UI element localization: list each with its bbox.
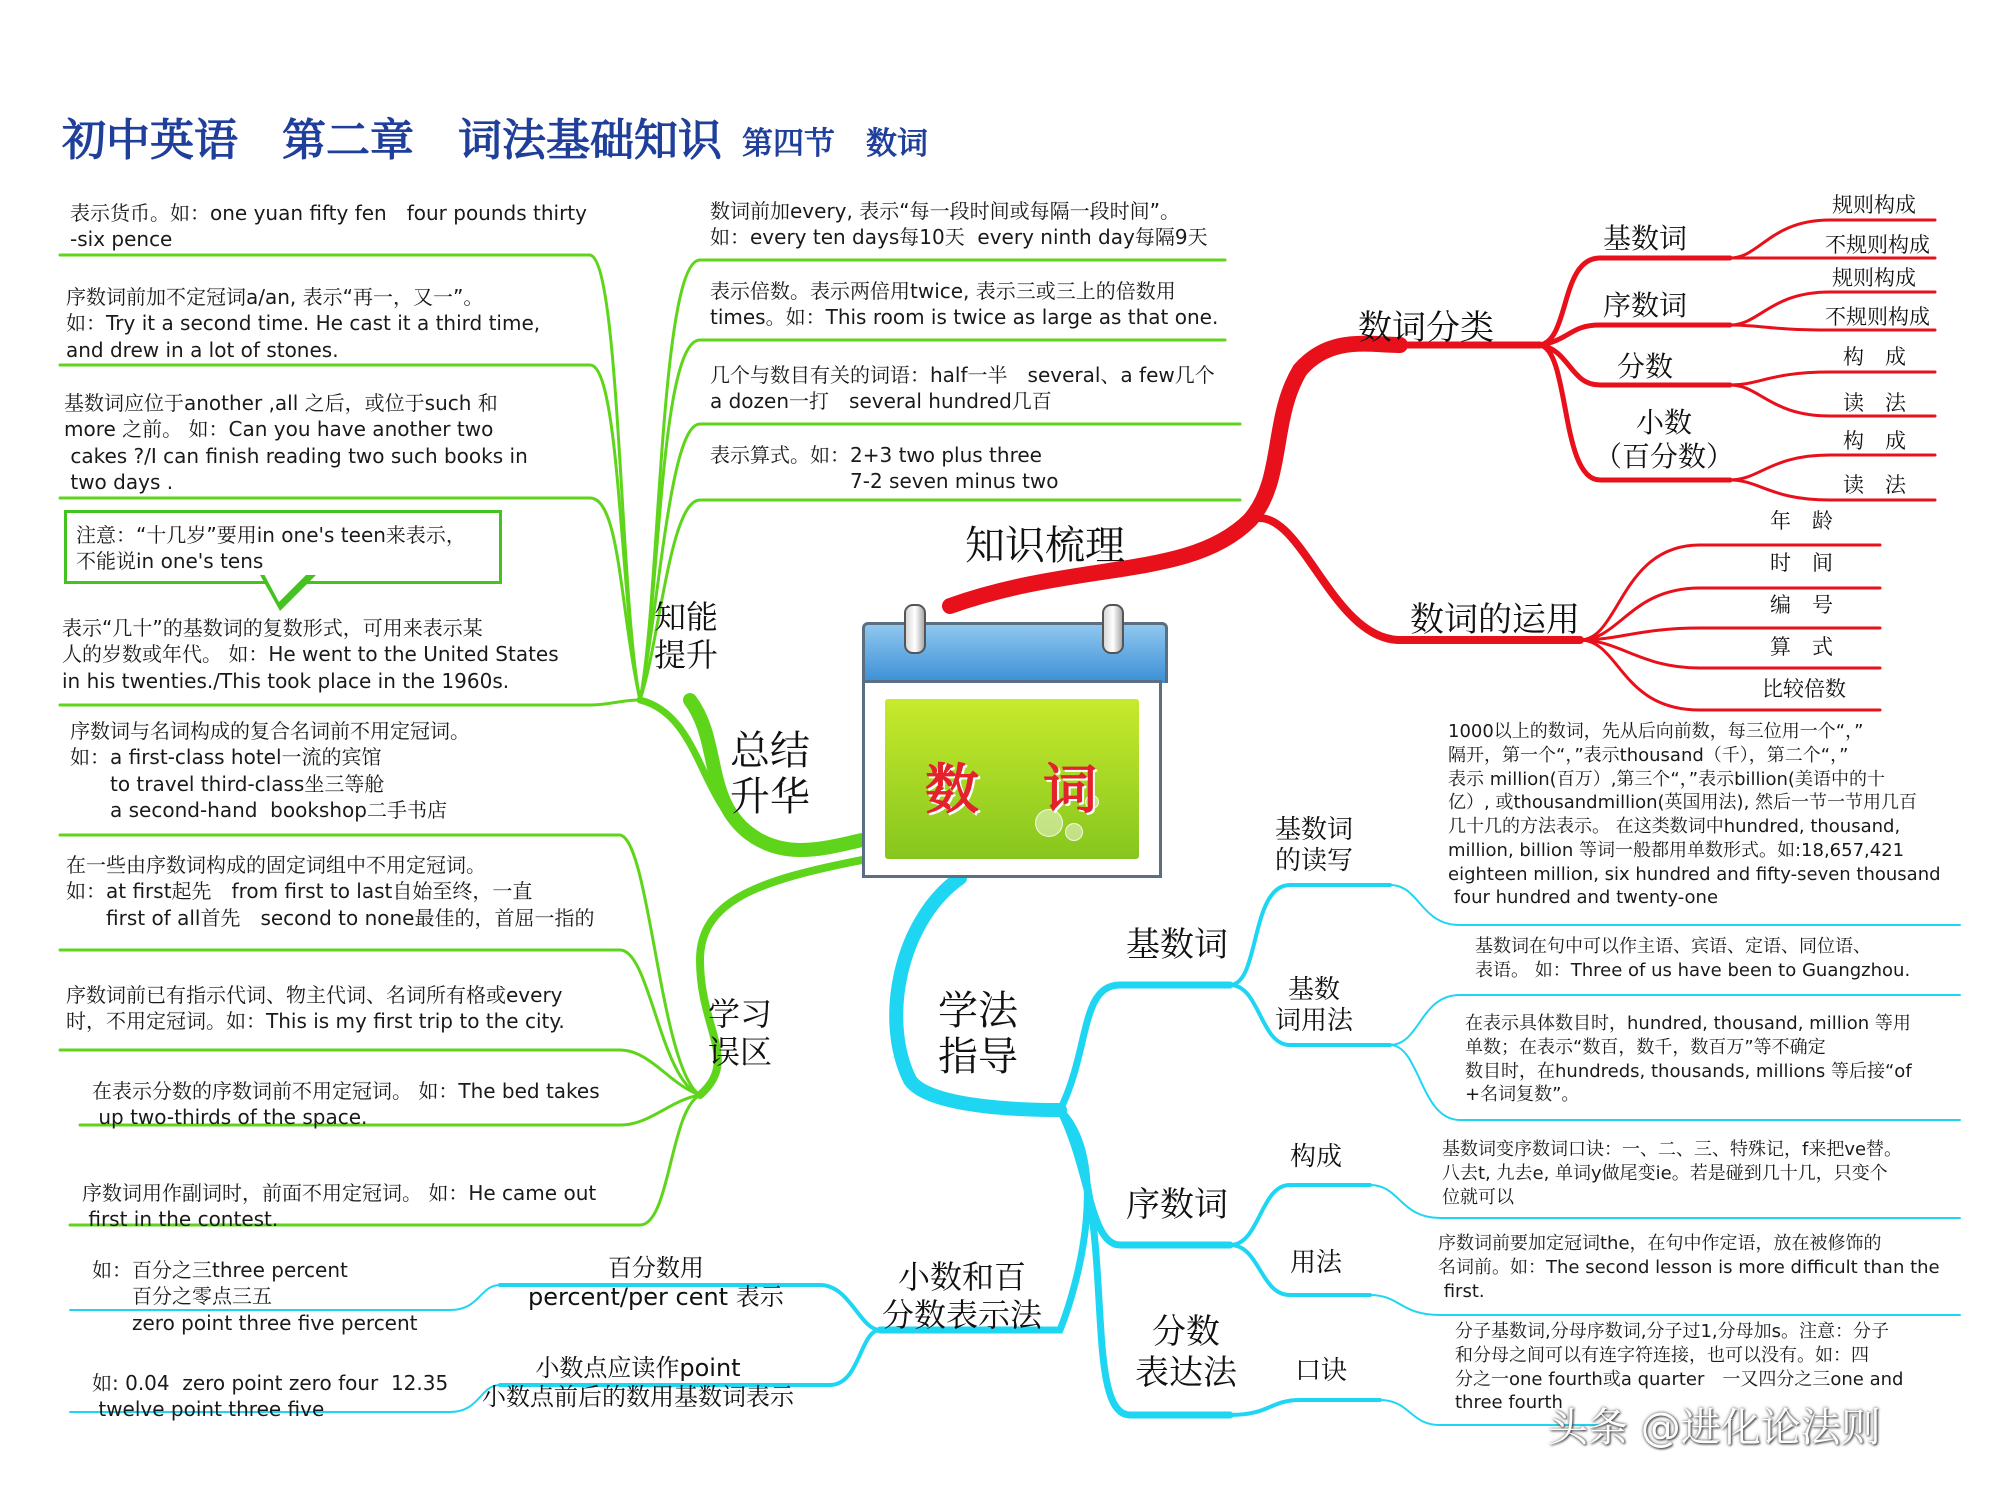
usage-item: 年 龄 bbox=[1770, 509, 1833, 533]
usage-item: 比较倍数 bbox=[1762, 677, 1846, 701]
red-fraction-sub1 bbox=[1730, 372, 1935, 385]
calendar-ring-right bbox=[1102, 604, 1124, 654]
ability-right-note: 几个与数目有关的词语：half一半 several、a few几个 a dozen一打 several hundred几百 bbox=[710, 363, 1215, 414]
guide-decimal-label: 小数和百 分数表示法 bbox=[882, 1258, 1043, 1335]
callout-text: 注意：“十几岁”要用in one's teen来表示， 不能说in one's tens bbox=[76, 523, 466, 574]
ordinal-class-item: 规则构成 bbox=[1832, 266, 1916, 290]
cardinal-reading-label: 基数词 的读写 bbox=[1275, 815, 1354, 877]
summary-branch-label: 总结 升华 bbox=[730, 728, 810, 820]
mistake-note: 在一些由序数词构成的固定词组中不用定冠词。 如：at first起先 from first to last自始至终，一直 first of all首先 second to none最佳的，首屈一指的 bbox=[66, 853, 595, 930]
guide-cardinal-label: 基数词 bbox=[1126, 925, 1228, 965]
ordinal-class-item: 不规则构成 bbox=[1825, 305, 1930, 329]
fraction-class-label: 分数 bbox=[1617, 350, 1674, 383]
cyan-ordinal-form bbox=[1230, 1185, 1370, 1245]
calendar-ring-left bbox=[904, 604, 926, 654]
mistake-note: 序数词前已有指示代词、物主代词、名词所有格或every 时，不用定冠词。如：This is my first trip to the city. bbox=[66, 983, 565, 1034]
fraction-rhyme-label: 口诀 bbox=[1295, 1356, 1348, 1386]
calendar-panel bbox=[885, 699, 1139, 859]
section-subtitle: 第四节 数词 bbox=[742, 126, 928, 162]
ability-label: 知能 提升 bbox=[654, 598, 719, 675]
cardinal-class-label: 基数词 bbox=[1603, 222, 1688, 255]
fraction-rhyme-note: 分子基数词,分母序数词,分子过1,分母加s。注意：分子 和分母之间可以有连字符连接，也可以没有。如：四 分之一one fourth或a quarter 一又四分之三one and three fourth bbox=[1455, 1321, 1904, 1414]
bubble-decoration bbox=[1065, 823, 1083, 841]
callout-tail-inner bbox=[264, 574, 307, 602]
cardinal-class-item: 不规则构成 bbox=[1825, 233, 1930, 257]
ability-right-note: 表示倍数。表示两倍用twice, 表示三或三上的倍数用 times。如：This room is twice as large as that one. bbox=[710, 279, 1219, 330]
cardinal-class-item: 规则构成 bbox=[1832, 193, 1916, 217]
cyan-cardinal-read bbox=[1230, 885, 1390, 985]
usage-label: 数词的运用 bbox=[1410, 600, 1580, 640]
classification-label: 数词分类 bbox=[1358, 308, 1494, 348]
cardinal-usage-label: 基数 词用法 bbox=[1275, 975, 1354, 1037]
center-word-2: 词 bbox=[1043, 758, 1097, 821]
mistakes-label: 学习 误区 bbox=[708, 995, 773, 1072]
point-label: 小数点应读作point 小数点前后的数用基数词表示 bbox=[482, 1354, 794, 1411]
ordinal-usage-label: 用法 bbox=[1290, 1248, 1343, 1278]
guide-ordinal-label: 序数词 bbox=[1126, 1185, 1228, 1225]
red-usage-sub3 bbox=[1580, 628, 1880, 640]
watermark: 头条 @进化论法则 bbox=[1548, 1405, 1881, 1451]
ability-left-note: 序数词前加不定冠词a/an, 表示“再一，又一”。 如：Try it a second time. He cast it a third time, and drew in a lot of stones. bbox=[66, 285, 541, 362]
ability-left-note: 基数词应位于another ,all 之后，或位于such 和 more 之前。 如：Can you have another two cakes ?/I can finish reading two such books in two days . bbox=[64, 391, 528, 495]
page-title: 初中英语 第二章 词法基础知识 bbox=[62, 115, 722, 166]
knowledge-branch-label: 知识梳理 bbox=[965, 523, 1125, 569]
cardinal-reading-note: 1000以上的数词，先从后向前数，每三位用一个“，” 隔开，第一个“，”表示thousand（千），第二个“，” 表示 million(百万）,第三个“，”表示billion(美语中的十 亿）, 或thousandmillion(英国用法), 然后一节一节用几百 几十几的方法表示。 在这类数词中hundred, thousand, million, billion 等词一般都用单数形式。如:18,657,421 eighteen million, six hundred and fifty-seven thousand four hundred and twenty-one bbox=[1448, 721, 1941, 909]
decimal-class-item: 读 法 bbox=[1843, 473, 1906, 497]
ordinal-formation-label: 构成 bbox=[1290, 1142, 1343, 1172]
mistake-note: 序数词用作副词时，前面不用定冠词。 如：He came out first in the contest. bbox=[82, 1181, 597, 1232]
usage-item: 算 式 bbox=[1770, 635, 1833, 659]
red-usage-sub2 bbox=[1580, 588, 1880, 640]
ordinal-usage-note: 序数词前要加定冠词the，在句中作定语，放在被修饰的 名词前。如：The second lesson is more difficult than the first. bbox=[1438, 1233, 1940, 1302]
cyan-fraction-rhyme bbox=[1230, 1400, 1380, 1415]
ordinal-class-label: 序数词 bbox=[1603, 289, 1688, 322]
red-usage-sub4 bbox=[1580, 640, 1880, 668]
ordinal-formation-note: 基数词变序数词口诀：一、二、三、特殊记，f来把ve替。 八去t, 九去e, 单词y做尾变ie。若是碰到几十几，只变个 位就可以 bbox=[1442, 1139, 1903, 1208]
ability-right-note: 表示算式。如：2+3 two plus three 7-2 seven minus two bbox=[710, 443, 1059, 494]
percent-label: 百分数用 percent/per cent 表示 bbox=[528, 1254, 784, 1311]
fraction-class-item: 读 法 bbox=[1843, 391, 1906, 415]
decimal-class-item: 构 成 bbox=[1843, 429, 1906, 453]
ability-left-note: 表示货币。如：one yuan fifty fen four pounds thirty -six pence bbox=[70, 201, 587, 252]
decimal-class-label: 小数 （百分数） bbox=[1594, 406, 1735, 473]
point-example: 如: 0.04 zero point zero four 12.35 twelve point three five bbox=[92, 1371, 449, 1422]
calendar-body bbox=[862, 680, 1162, 878]
cardinal-usage-note: 基数词在句中可以作主语、宾语、定语、同位语、 表语。 如：Three of us have been to Guangzhou. bbox=[1475, 936, 1911, 981]
fraction-class-item: 构 成 bbox=[1843, 345, 1906, 369]
guide-fraction-label: 分数 表达法 bbox=[1135, 1312, 1237, 1393]
usage-item: 时 间 bbox=[1770, 551, 1833, 575]
ability-right-note: 数词前加every, 表示“每一段时间或每隔一段时间”。 如：every ten days每10天 every ninth day每隔9天 bbox=[710, 199, 1208, 250]
usage-item: 编 号 bbox=[1770, 593, 1833, 617]
ability-left-note: 表示“几十”的基数词的复数形式，可用来表示某 人的岁数或年代。 如：He went to the United States in his twenties./This took place in the 1960s. bbox=[62, 616, 559, 693]
mistake-note: 在表示分数的序数词前不用定冠词。 如：The bed takes up two-thirds of the space. bbox=[92, 1079, 600, 1130]
mistake-note: 序数词与名词构成的复合名词前不用定冠词。 如：a first-class hotel一流的宾馆 to travel third-class坐三等舱 a second-hand bookshop二手书店 bbox=[70, 719, 470, 823]
center-word-1: 数 bbox=[925, 758, 979, 821]
guide-branch-label: 学法 指导 bbox=[938, 988, 1018, 1080]
cardinal-usage-note: 在表示具体数目时，hundred, thousand, million 等用 单数；在表示“数百，数千，数百万”等不确定 数目时，在hundreds, thousands, millions 等后接“of +名词复数”。 bbox=[1465, 1013, 1912, 1106]
percent-example: 如：百分之三three percent 百分之零点三五 zero point three five percent bbox=[92, 1258, 418, 1335]
center-calendar-node bbox=[862, 600, 1162, 878]
cyan-cardinal-trunk bbox=[1060, 985, 1230, 1110]
green-left-note-4 bbox=[60, 700, 640, 705]
red-usage-sub1 bbox=[1580, 545, 1880, 640]
red-class-link-ordinal bbox=[1540, 325, 1730, 345]
